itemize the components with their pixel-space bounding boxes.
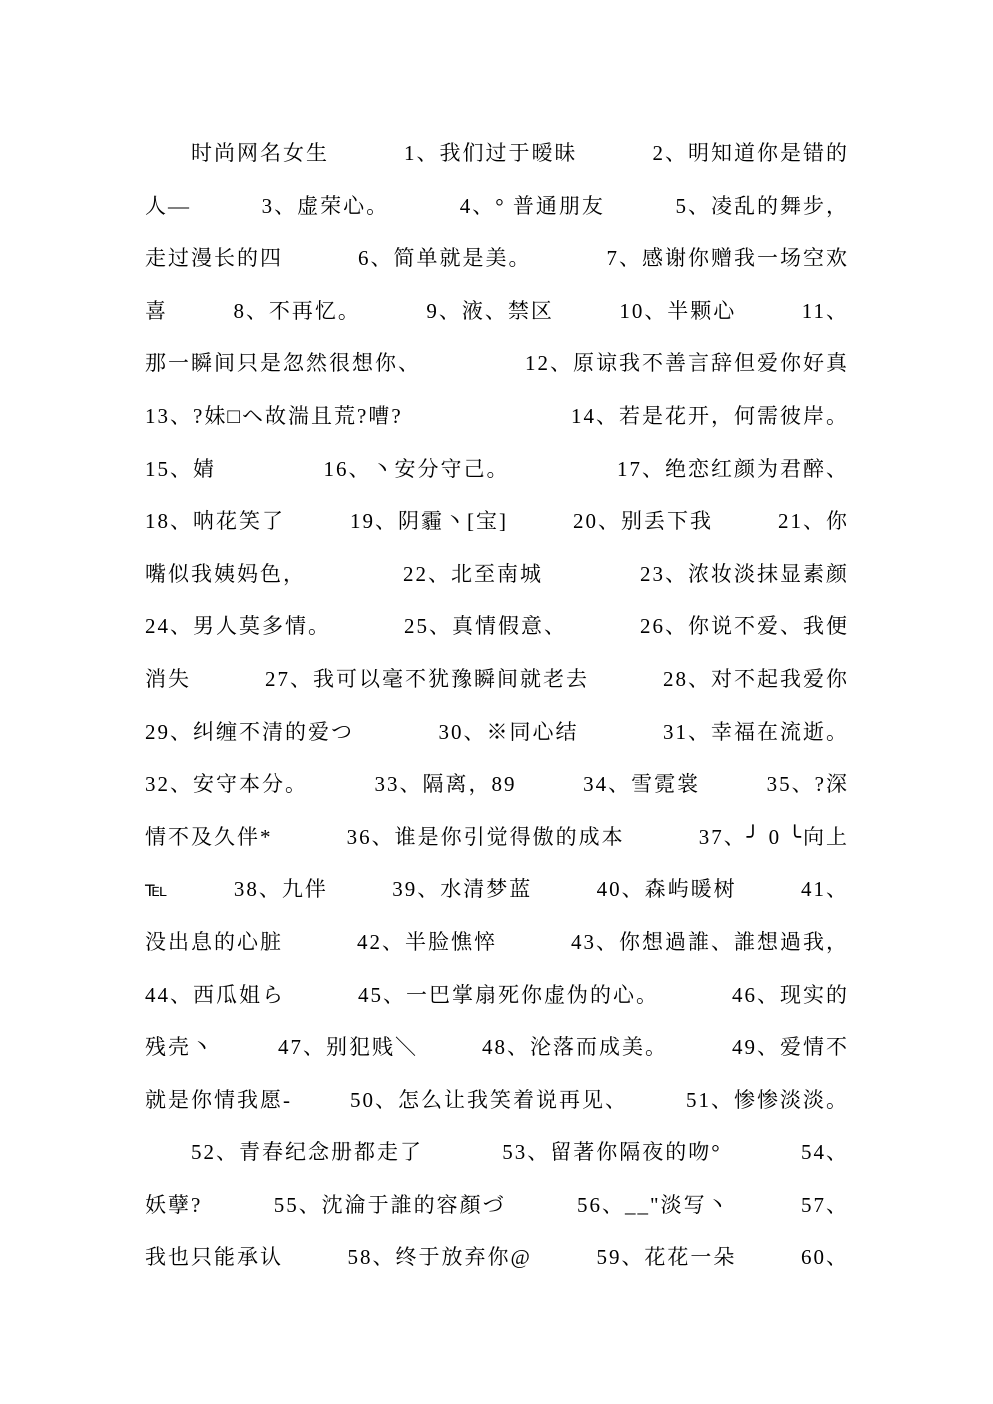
text-segment: 7、感谢你赠我一场空欢: [606, 246, 849, 271]
text-line: [145, 863, 849, 916]
text-segment: 残壳丶: [145, 1035, 214, 1060]
text-segment: 14、若是花开，何需彼岸。: [571, 403, 849, 428]
text-segment: 11、: [801, 298, 849, 323]
text-segment: 33、隔离，89: [374, 772, 517, 797]
text-line: [145, 1179, 849, 1232]
text-segment: 30、※同心结: [438, 719, 579, 744]
text-line: [145, 916, 849, 969]
text-segment: 时尚网名女生: [145, 141, 329, 165]
text-line: [145, 811, 849, 864]
text-segment: 46、现实的: [732, 982, 849, 1007]
text-line: [145, 600, 849, 653]
text-line: [145, 1126, 849, 1179]
text-segment: 24、男人莫多情。: [145, 614, 331, 639]
text-line: [145, 969, 849, 1022]
text-segment: 那一瞬间只是忽然很想你、: [145, 351, 421, 376]
text-segment: 57、: [800, 1192, 849, 1217]
text-segment: 45、一巴掌扇死你虚伪的心。: [358, 982, 659, 1007]
text-line: [145, 127, 849, 180]
text-segment: 49、爱情不: [732, 1035, 849, 1060]
text-line: [145, 758, 849, 811]
text-line: [145, 1074, 849, 1127]
text-segment: 9、液、禁区: [426, 298, 554, 323]
text-segment: 43、你想過誰、誰想過我，: [571, 929, 849, 954]
text-segment: 喜: [145, 298, 168, 323]
text-line: [145, 548, 849, 601]
text-segment: 58、终于放弃你@: [347, 1245, 532, 1270]
text-segment: 17、绝恋红颜为君醉、: [617, 456, 849, 481]
text-segment: 1、我们过于暧昧: [404, 141, 578, 165]
text-segment: 31、幸福在流逝。: [663, 719, 849, 744]
text-segment: 52、青春纪念册都走了: [145, 1140, 423, 1165]
text-line: [145, 1231, 849, 1284]
text-segment: 29、纠缠不清的爱つ: [145, 719, 354, 744]
text-segment: 21、你: [778, 509, 849, 534]
text-segment: 13、?妹□ヘ故湍且荒?嘈?: [145, 403, 403, 428]
text-segment: 37、╯ 0 ╰向上: [698, 824, 849, 849]
text-segment: 20、别丢下我: [573, 509, 713, 534]
text-line: [145, 337, 849, 390]
text-segment: 15、婧: [145, 456, 216, 481]
text-segment: 28、对不起我爱你: [663, 666, 849, 691]
text-segment: 39、水清梦蓝: [392, 877, 533, 902]
text-segment: 没出息的心脏: [145, 929, 283, 954]
text-segment: 51、惨惨淡淡。: [686, 1087, 849, 1112]
text-segment: 27、我可以毫不犹豫瞬间就老去: [265, 666, 589, 691]
text-segment: 38、九伴: [233, 877, 328, 902]
text-segment: 23、浓妆淡抹显素颜: [640, 561, 849, 586]
text-segment: 消失: [145, 666, 191, 691]
text-line: [145, 443, 849, 496]
text-segment: 54、: [801, 1140, 849, 1165]
text-segment: 嘴似我姨妈色，: [145, 561, 306, 586]
text-segment: 18、呐花笑了: [145, 509, 285, 534]
text-segment: 8、不再忆。: [233, 298, 361, 323]
text-segment: 48、沦落而成美。: [482, 1035, 668, 1060]
text-segment: 人—: [145, 193, 191, 218]
text-segment: 56、__"淡写丶: [577, 1192, 730, 1217]
text-line: [145, 495, 849, 548]
text-line: [145, 706, 849, 759]
text-segment: 5、凌乱的舞步，: [675, 193, 849, 218]
text-segment: 走过漫长的四: [145, 246, 283, 271]
text-segment: 42、半脸憔悴: [357, 929, 497, 954]
text-segment: 就是你情我愿-: [145, 1087, 292, 1112]
text-segment: 53、留著你隔夜的吻°: [502, 1140, 722, 1165]
text-segment: 6、简单就是美。: [358, 246, 532, 271]
text-segment: 32、安守本分。: [145, 772, 308, 797]
text-line: [145, 390, 849, 443]
text-segment: ℡: [145, 877, 170, 902]
text-segment: 60、: [800, 1245, 849, 1270]
text-segment: 59、花花一朵: [596, 1245, 737, 1270]
text-segment: 41、: [801, 877, 849, 902]
text-segment: 4、° 普通朋友: [459, 193, 605, 218]
text-segment: 50、怎么让我笑着说再见、: [350, 1087, 628, 1112]
text-segment: 36、谁是你引觉得傲的成本: [346, 824, 625, 849]
text-segment: 25、真情假意、: [404, 614, 567, 639]
text-segment: 22、北至南城: [403, 561, 543, 586]
text-segment: 34、雪霓裳: [583, 772, 701, 797]
text-segment: 19、阴霾丶[宝]: [350, 509, 508, 534]
text-segment: 情不及久伴*: [145, 824, 273, 849]
text-content: [145, 127, 849, 1284]
text-segment: 妖孽?: [145, 1192, 203, 1217]
text-line: [145, 285, 849, 338]
text-segment: 16、丶安分守己。: [323, 456, 510, 481]
text-segment: 我也只能承认: [145, 1245, 283, 1270]
text-segment: 44、西瓜姐ら: [145, 982, 285, 1007]
text-line: [145, 180, 849, 233]
text-line: [145, 232, 849, 285]
text-segment: 55、沈淪于誰的容顏づ: [273, 1192, 506, 1217]
text-segment: 40、森屿暖树: [596, 877, 737, 902]
text-line: [145, 653, 849, 706]
text-segment: 2、明知道你是错的: [652, 141, 849, 165]
text-segment: 47、别犯贱＼: [278, 1035, 418, 1060]
text-segment: 3、虚荣心。: [261, 193, 390, 218]
text-segment: 10、半颗心: [619, 298, 737, 323]
text-line: [145, 1021, 849, 1074]
text-segment: 35、?深: [766, 772, 849, 797]
text-segment: 12、原谅我不善言辞但爱你好真: [525, 351, 849, 376]
text-segment: 26、你说不爱、我便: [640, 614, 849, 639]
